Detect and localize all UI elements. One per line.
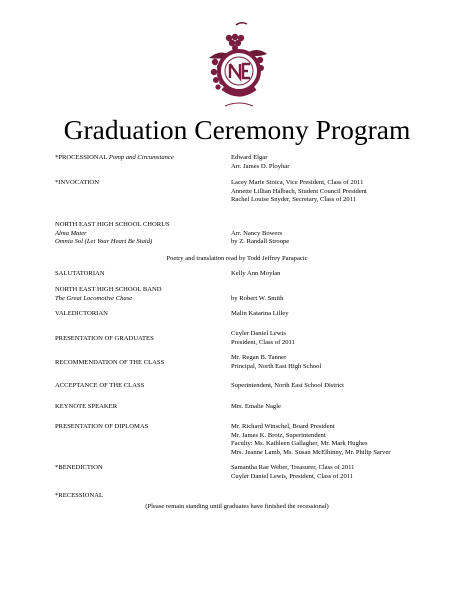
presentation-graduates-label: PRESENTATION OF GRADUATES — [55, 335, 154, 342]
diplomas-line-3: Faculty: Ms. Kathleen Gallagher, Mr. Mark Hughes — [231, 440, 368, 448]
poetry-note: Poetry and translation read by Todd Jeffrey Parapacic — [166, 255, 308, 262]
chorus-label: NORTH EAST HIGH SCHOOL CHORUS — [55, 221, 170, 228]
presentation-graduates-line-1: Cuyler Daniel Lewis — [231, 330, 286, 337]
chorus-credit-1: Arr. Nancy Bowers — [231, 229, 283, 237]
presentation-graduates-line-2: President, Class of 2011 — [231, 338, 295, 346]
acceptance-label: ACCEPTANCE OF THE CLASS — [55, 382, 145, 389]
invocation-line-3: Rachel Louise Snyder, Secretary, Class of 2011 — [231, 196, 357, 204]
invocation-label: *INVOCATION — [55, 179, 99, 186]
acceptance-line-1: Superintendent, North East School District — [231, 382, 344, 389]
benediction-line-2: Cuyler Daniel Lewis, President, Class of 2011 — [231, 472, 354, 480]
diplomas-line-2: Mr. James K. Brotz, Superintendent — [231, 431, 326, 439]
school-crest-grapes-icon — [203, 20, 273, 112]
keynote-line-1: Mrs. Emalie Nagle — [231, 403, 281, 410]
benediction-line-1: Samantha Rae Weber, Treasurer, Class of 2011 — [231, 464, 355, 471]
benediction-label: *BENEDICTION — [55, 464, 103, 471]
valedictorian-name: Malin Katarina Lilley — [231, 310, 289, 317]
processional-credit-1: Edward Elgar — [231, 154, 268, 161]
processional-credit-2: Arr. James D. Ployhar — [231, 162, 290, 170]
recommendation-line-1: Mr. Regan B. Tanner — [231, 354, 287, 361]
page-title: Graduation Ceremony Program — [63, 114, 411, 145]
recessional-label: *RECESSIONAL — [55, 492, 103, 499]
diplomas-line-1: Mr. Richard Winschel, Board President — [231, 423, 335, 430]
diplomas-line-4: Mrs. Jeanne Lamb, Ms. Susan McElhinny, Mr. Philip Sarver — [231, 448, 391, 456]
band-piece: The Great Locomotive Chase — [55, 294, 133, 302]
chorus-piece-2: Omnia Sol (Let Your Heart Be Staid) — [55, 238, 153, 246]
diplomas-label: PRESENTATION OF DIPLOMAS — [55, 423, 149, 430]
valedictorian-label: VALEDICTORIAN — [55, 310, 108, 317]
closing-note: (Please remain standing until graduates have finished the recessional) — [145, 503, 329, 510]
salutatorian-label: SALUTATORIAN — [55, 270, 105, 277]
invocation-line-2: Annette Lillian Halbach, Student Council President — [231, 187, 367, 195]
chorus-piece-1: Alma Mater — [55, 229, 87, 237]
salutatorian-name: Kelly Ann Moylan — [231, 270, 281, 277]
processional-piece: Pomp and Circumstance — [108, 154, 174, 161]
keynote-label: KEYNOTE SPEAKER — [55, 403, 118, 410]
school-crest-logo — [203, 20, 273, 112]
chorus-credit-2: by Z. Randall Stroope — [231, 238, 290, 246]
invocation-line-1: Lacey Marie Stoica, Vice President, Class of 2011 — [231, 179, 364, 186]
recommendation-line-2: Principal, North East High School — [231, 362, 322, 370]
band-credit: by Robert W. Smith — [231, 294, 284, 302]
processional-label: *PROCESSIONAL — [55, 154, 108, 161]
band-label: NORTH EAST HIGH SCHOOL BAND — [55, 286, 162, 293]
recommendation-label: RECOMMENDATION OF THE CLASS — [55, 359, 165, 366]
